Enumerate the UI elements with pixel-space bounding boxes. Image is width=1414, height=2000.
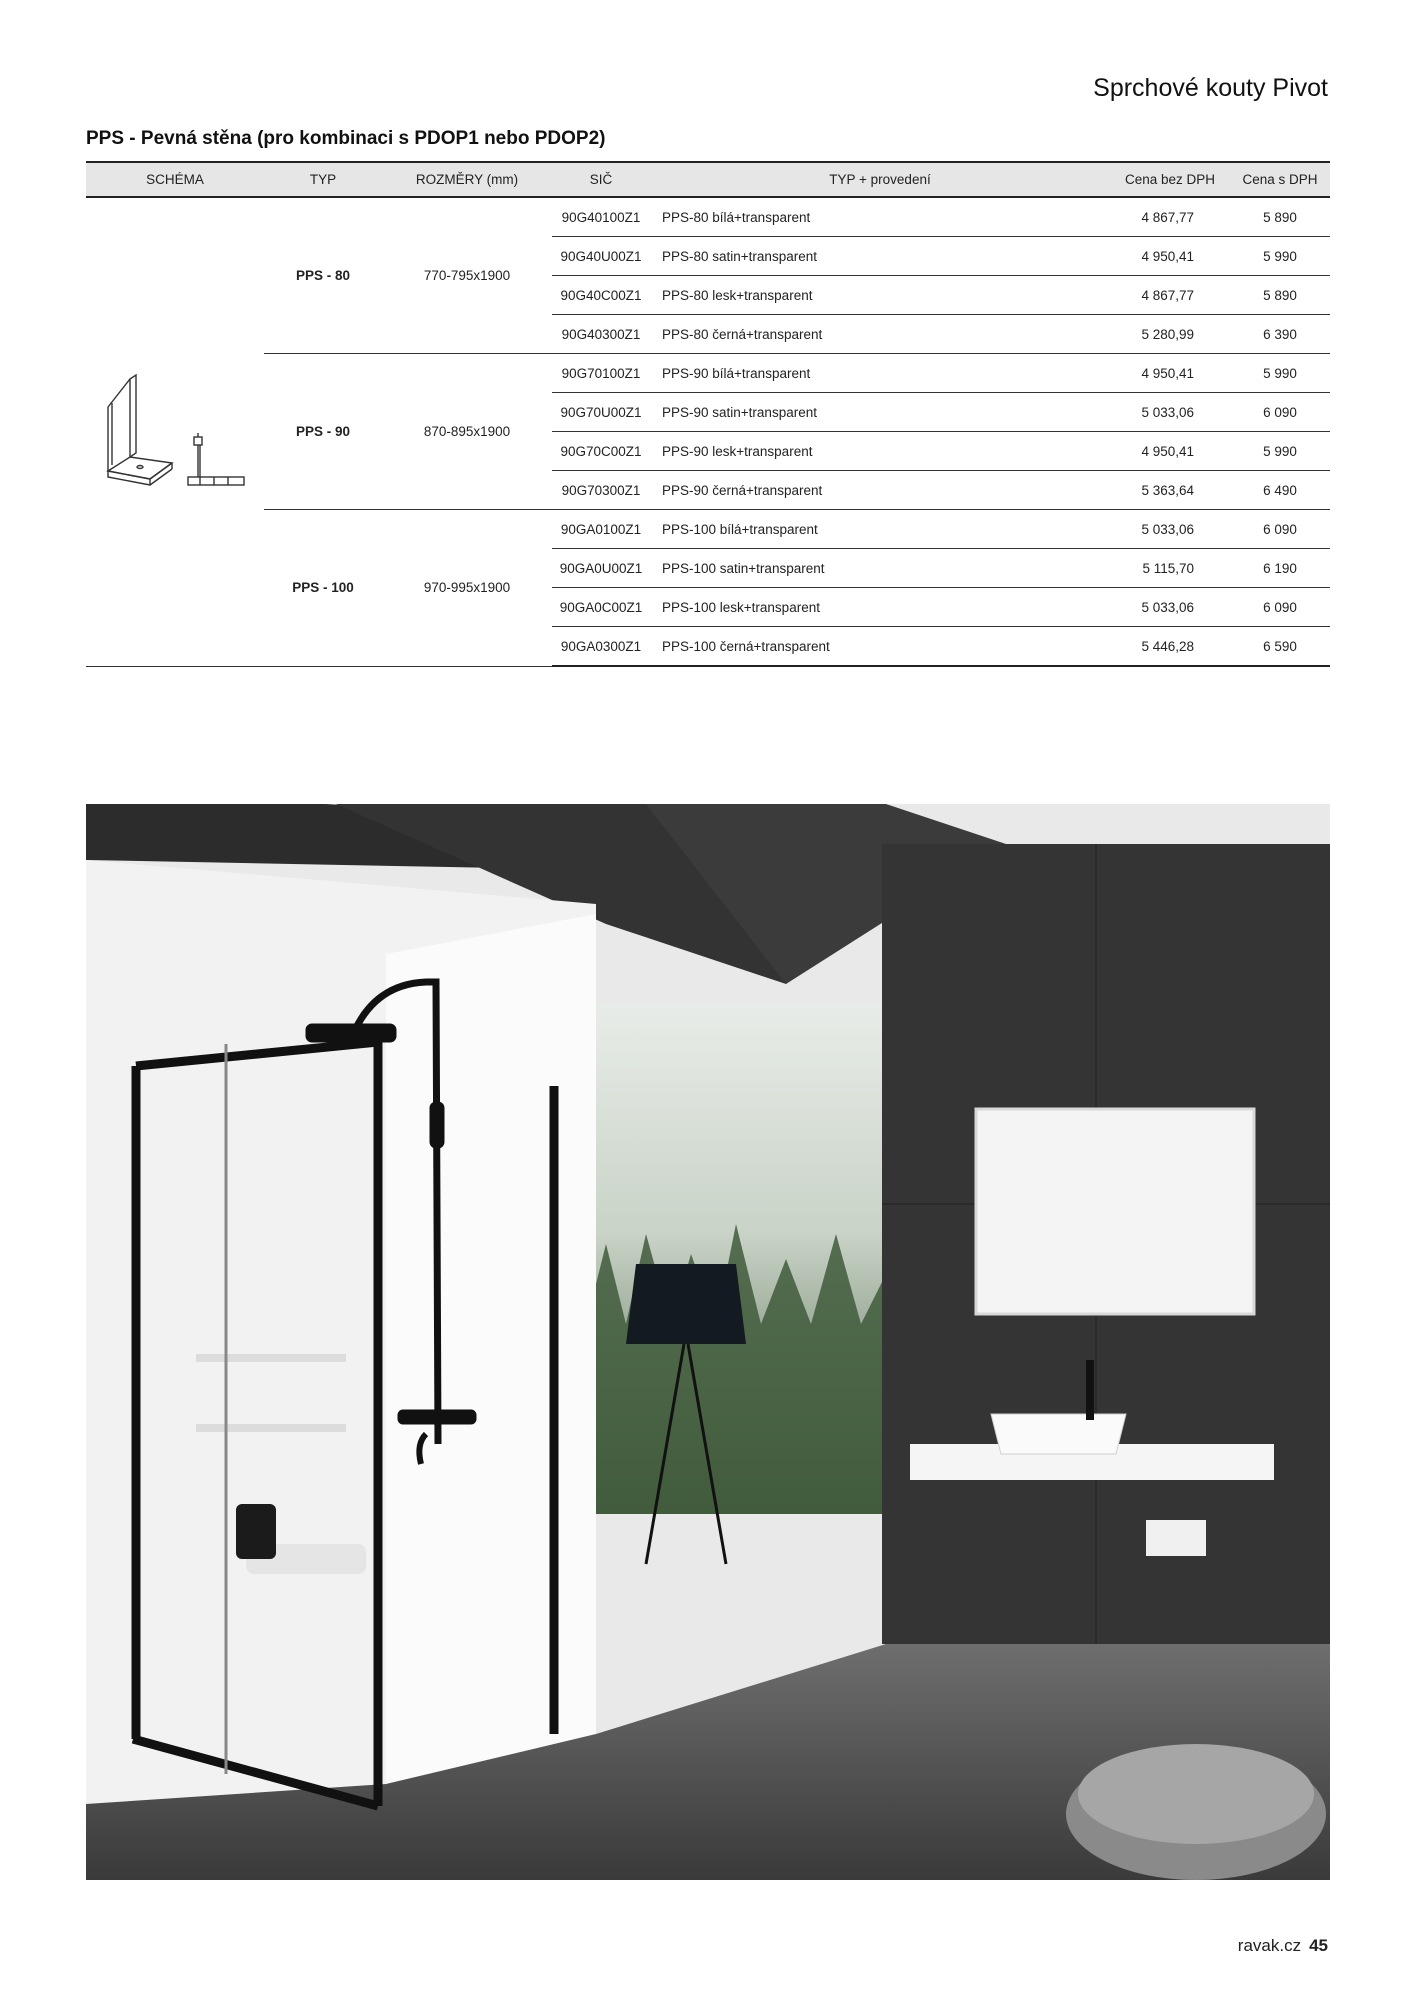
description-cell: PPS-100 bílá+transparent (650, 510, 1110, 549)
description-cell: PPS-100 lesk+transparent (650, 588, 1110, 627)
code-cell: 90G40U00Z1 (552, 237, 650, 276)
page-title: Sprchové kouty Pivot (1093, 74, 1328, 102)
description-cell: PPS-90 satin+transparent (650, 393, 1110, 432)
col-header-price-ex-vat: Cena bez DPH (1110, 162, 1230, 197)
table-header-row (86, 162, 1330, 197)
page-footer (1238, 1936, 1328, 1956)
code-cell: 90GA0300Z1 (552, 627, 650, 667)
code-cell: 90G40C00Z1 (552, 276, 650, 315)
code-cell: 90G40100Z1 (552, 197, 650, 237)
price-ex-vat-cell: 5 033,06 (1110, 510, 1230, 549)
price-table (86, 161, 1330, 667)
price-ex-vat-cell: 5 446,28 (1110, 627, 1230, 667)
shower-wall-schema-icon (100, 367, 250, 497)
code-cell: 90G40300Z1 (552, 315, 650, 354)
dimensions-cell: 970-995x1900 (382, 510, 552, 667)
description-cell: PPS-100 satin+transparent (650, 549, 1110, 588)
price-ex-vat-cell: 4 867,77 (1110, 197, 1230, 237)
price-inc-vat-cell: 6 590 (1230, 627, 1330, 667)
price-ex-vat-cell: 4 867,77 (1110, 276, 1230, 315)
description-cell: PPS-90 černá+transparent (650, 471, 1110, 510)
description-cell: PPS-80 lesk+transparent (650, 276, 1110, 315)
code-cell: 90GA0U00Z1 (552, 549, 650, 588)
price-inc-vat-cell: 6 090 (1230, 510, 1330, 549)
price-inc-vat-cell: 6 090 (1230, 588, 1330, 627)
section-title: PPS - Pevná stěna (pro kombinaci s PDOP1 nebo PDOP2) (86, 128, 606, 149)
col-header-code: SIČ (552, 162, 650, 197)
price-inc-vat-cell: 5 890 (1230, 197, 1330, 237)
code-cell: 90G70300Z1 (552, 471, 650, 510)
table-row (86, 197, 1330, 237)
description-cell: PPS-80 satin+transparent (650, 237, 1110, 276)
price-ex-vat-cell: 5 033,06 (1110, 588, 1230, 627)
type-cell: PPS - 90 (264, 354, 382, 510)
col-header-schema: SCHÉMA (86, 162, 264, 197)
price-inc-vat-cell: 5 990 (1230, 237, 1330, 276)
price-inc-vat-cell: 6 190 (1230, 549, 1330, 588)
price-ex-vat-cell: 5 363,64 (1110, 471, 1230, 510)
table-row (86, 510, 1330, 549)
price-ex-vat-cell: 5 033,06 (1110, 393, 1230, 432)
description-cell: PPS-90 bílá+transparent (650, 354, 1110, 393)
code-cell: 90G70100Z1 (552, 354, 650, 393)
code-cell: 90G70U00Z1 (552, 393, 650, 432)
code-cell: 90G70C00Z1 (552, 432, 650, 471)
type-cell: PPS - 80 (264, 197, 382, 354)
col-header-type: TYP (264, 162, 382, 197)
description-cell: PPS-90 lesk+transparent (650, 432, 1110, 471)
description-cell: PPS-80 černá+transparent (650, 315, 1110, 354)
price-inc-vat-cell: 6 090 (1230, 393, 1330, 432)
bathroom-photo (86, 804, 1330, 1880)
price-ex-vat-cell: 4 950,41 (1110, 354, 1230, 393)
price-inc-vat-cell: 5 890 (1230, 276, 1330, 315)
footer-site: ravak.cz (1237, 1936, 1302, 1955)
dimensions-cell: 770-795x1900 (382, 197, 552, 354)
col-header-description: TYP + provedení (650, 162, 1110, 197)
price-inc-vat-cell: 6 390 (1230, 315, 1330, 354)
page-number: 45 (1309, 1936, 1328, 1955)
type-cell: PPS - 100 (264, 510, 382, 667)
price-ex-vat-cell: 5 115,70 (1110, 549, 1230, 588)
description-cell: PPS-100 černá+transparent (650, 627, 1110, 667)
code-cell: 90GA0100Z1 (552, 510, 650, 549)
description-cell: PPS-80 bílá+transparent (650, 197, 1110, 237)
price-inc-vat-cell: 6 490 (1230, 471, 1330, 510)
price-ex-vat-cell: 5 280,99 (1110, 315, 1230, 354)
price-inc-vat-cell: 5 990 (1230, 354, 1330, 393)
table-row (86, 354, 1330, 393)
col-header-price-inc-vat: Cena s DPH (1230, 162, 1330, 197)
col-header-dimensions: ROZMĚRY (mm) (382, 162, 552, 197)
price-ex-vat-cell: 4 950,41 (1110, 432, 1230, 471)
price-inc-vat-cell: 5 990 (1230, 432, 1330, 471)
schema-cell (86, 197, 264, 666)
code-cell: 90GA0C00Z1 (552, 588, 650, 627)
dimensions-cell: 870-895x1900 (382, 354, 552, 510)
price-ex-vat-cell: 4 950,41 (1110, 237, 1230, 276)
